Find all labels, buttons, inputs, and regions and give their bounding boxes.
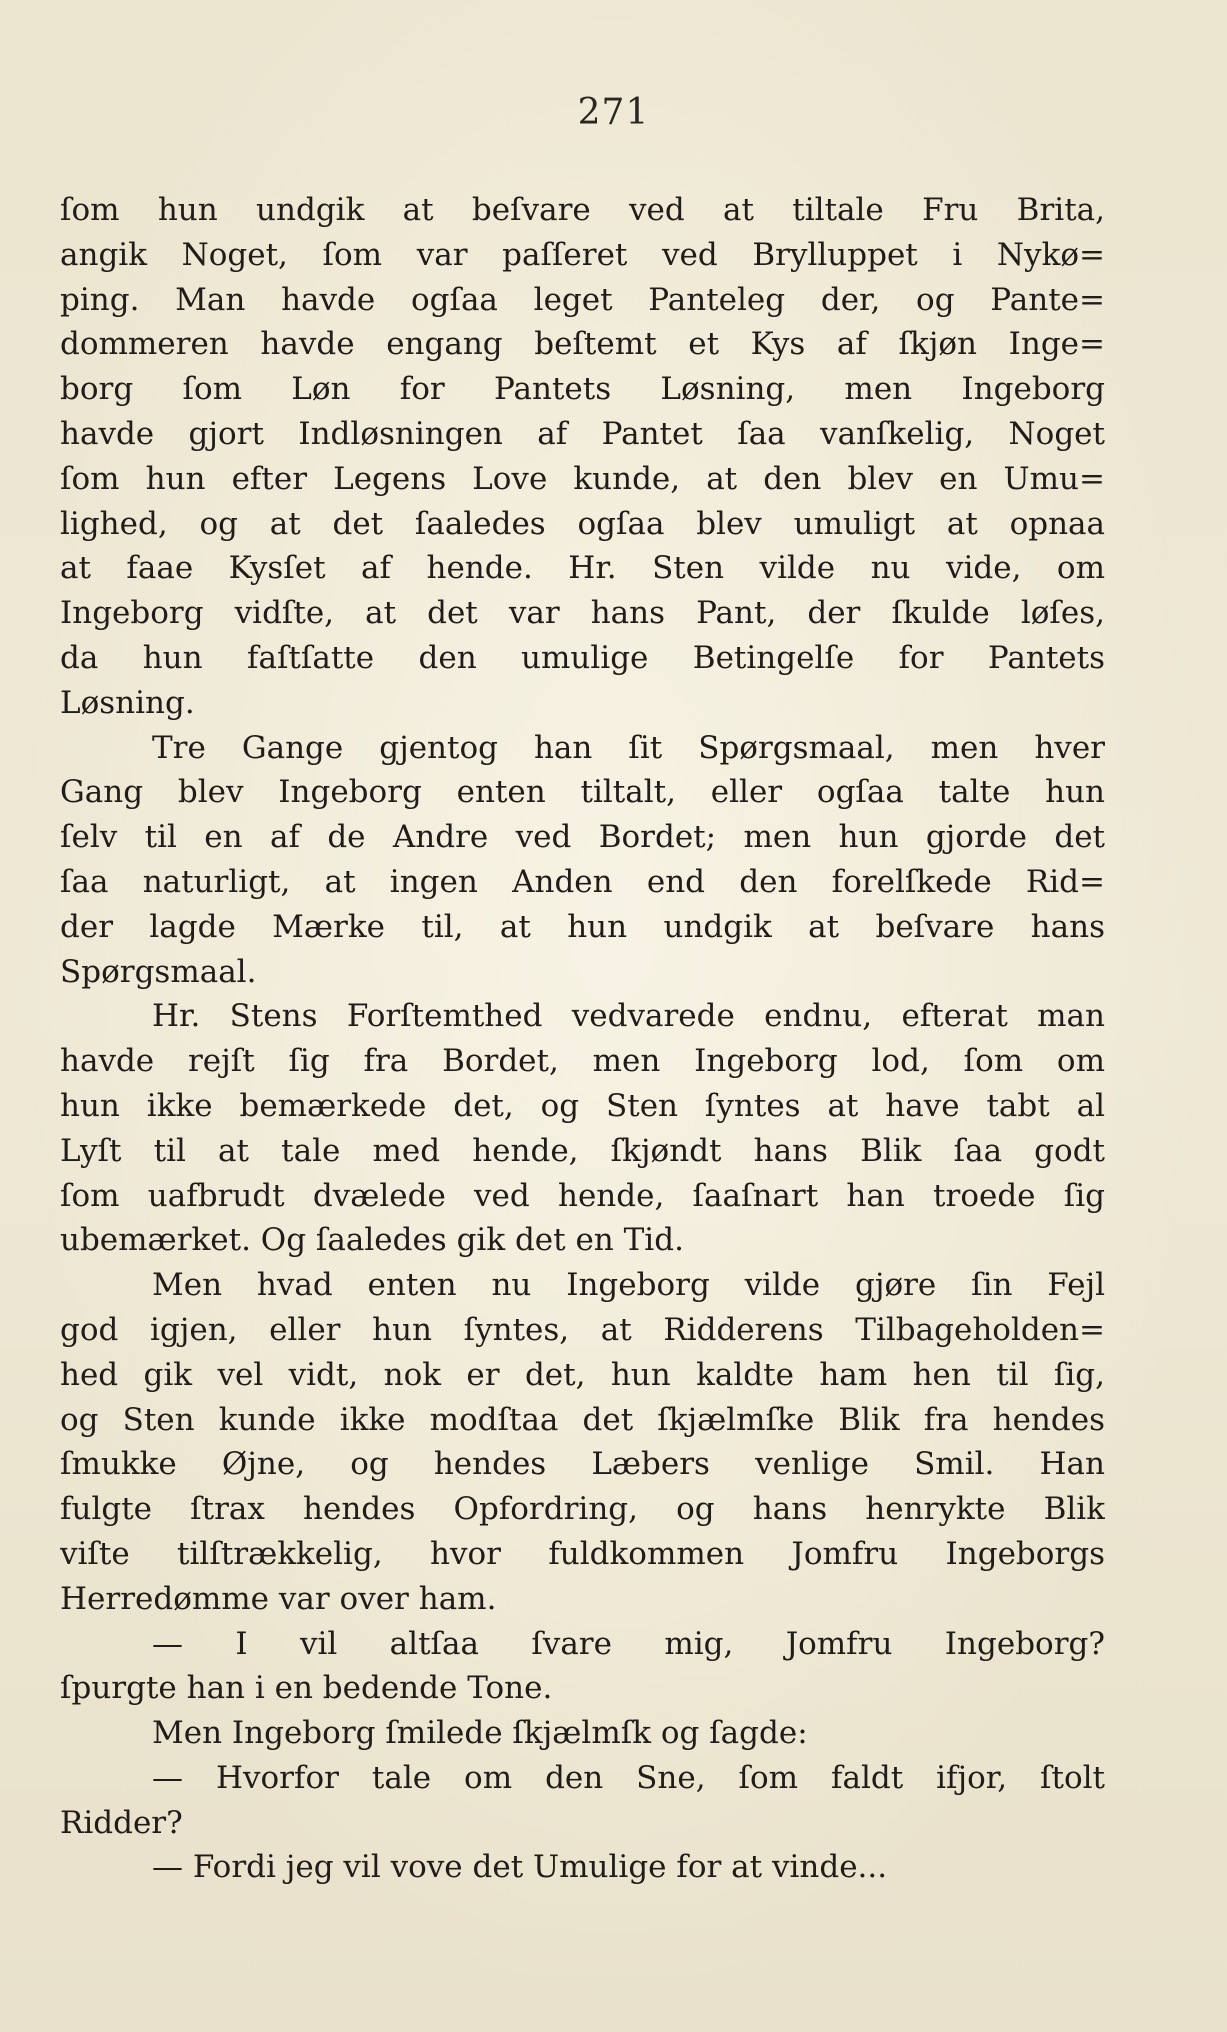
text-line: lighed, og at det ſaaledes ogſaa blev umuligt at opnaa bbox=[60, 505, 1105, 542]
text-line: der lagde Mærke til, at hun undgik at beſvare hans bbox=[60, 908, 1105, 945]
text-line: ſaa naturligt, at ingen Anden end den forelſkede Rid= bbox=[60, 863, 1105, 900]
text-line: havde rejſt ſig fra Bordet, men Ingeborg lod, ſom om bbox=[60, 1043, 1105, 1080]
text-line: ſom hun efter Legens Love kunde, at den blev en Umu= bbox=[60, 460, 1105, 497]
page-number: 271 bbox=[577, 92, 650, 133]
text-line: ubemærket. Og ſaaledes gik det en Tid. bbox=[60, 1222, 684, 1259]
text-line: viſte tilſtrækkelig, hvor fuldkommen Jomfru Ingeborgs bbox=[60, 1535, 1105, 1572]
text-line: Hr. Stens Forſtemthed vedvarede endnu, efterat man bbox=[152, 998, 1105, 1035]
text-line: Ingeborg vidſte, at det var hans Pant, der ſkulde løſes, bbox=[60, 595, 1105, 632]
text-line: Ridder? bbox=[60, 1804, 183, 1841]
text-line: god igjen, eller hun ſyntes, at Ridderens Tilbageholden= bbox=[60, 1311, 1105, 1348]
text-line: fulgte ſtrax hendes Opfordring, og hans henrykte Blik bbox=[60, 1491, 1105, 1528]
text-line: ping. Man havde ogſaa leget Panteleg der, og Pante= bbox=[60, 281, 1105, 318]
text-line: Men hvad enten nu Ingeborg vilde gjøre ſin Fejl bbox=[152, 1267, 1105, 1304]
text-line: — I vil altſaa ſvare mig, Jomfru Ingeborg? bbox=[152, 1625, 1105, 1662]
text-line: Tre Gange gjentog han ſit Spørgsmaal, men hver bbox=[152, 729, 1105, 766]
text-line: dommeren havde engang beſtemt et Kys af ſkjøn Inge= bbox=[60, 326, 1105, 363]
text-line: Herredømme var over ham. bbox=[60, 1580, 497, 1617]
text-line: ſelv til en af de Andre ved Bordet; men hun gjorde det bbox=[60, 819, 1105, 856]
text-line: Men Ingeborg ſmilede ſkjælmſk og ſagde: bbox=[152, 1715, 808, 1752]
text-line: Lyſt til at tale med hende, ſkjøndt hans Blik ſaa godt bbox=[60, 1132, 1105, 1169]
text-line: Løsning. bbox=[60, 684, 195, 721]
text-line: Gang blev Ingeborg enten tiltalt, eller ogſaa talte hun bbox=[60, 774, 1105, 811]
text-line: borg ſom Løn for Pantets Løsning, men Ingeborg bbox=[60, 371, 1105, 408]
text-line: Spørgsmaal. bbox=[60, 953, 257, 990]
text-line: ſom hun undgik at beſvare ved at tiltale Fru Brita, bbox=[60, 192, 1105, 228]
body-text bbox=[60, 188, 1105, 1890]
text-line: hun ikke bemærkede det, og Sten ſyntes at have tabt al bbox=[60, 1087, 1105, 1124]
text-line: ſom uafbrudt dvælede ved hende, ſaaſnart han troede ſig bbox=[60, 1177, 1105, 1214]
text-line: da hun faſtſatte den umulige Betingelſe for Pantets bbox=[60, 639, 1105, 676]
text-line: havde gjort Indløsningen af Pantet ſaa vanſkelig, Noget bbox=[60, 415, 1105, 452]
text-line: ſmukke Øjne, og hendes Læbers venlige Smil. Han bbox=[60, 1446, 1105, 1483]
text-line: og Sten kunde ikke modſtaa det ſkjælmſke Blik fra hendes bbox=[60, 1401, 1105, 1438]
text-line: ſpurgte han i en bedende Tone. bbox=[60, 1670, 553, 1707]
text-line: — Hvorfor tale om den Sne, ſom faldt ifjor, ſtolt bbox=[152, 1759, 1105, 1796]
text-line: hed gik vel vidt, nok er det, hun kaldte ham hen til ſig, bbox=[60, 1356, 1105, 1393]
text-line: — Fordi jeg vil vove det Umulige for at vinde... bbox=[152, 1849, 888, 1886]
text-line: at faae Kysſet af hende. Hr. Sten vilde nu vide, om bbox=[60, 550, 1105, 587]
text-line: angik Noget, ſom var paſſeret ved Brylluppet i Nykø= bbox=[60, 236, 1105, 273]
